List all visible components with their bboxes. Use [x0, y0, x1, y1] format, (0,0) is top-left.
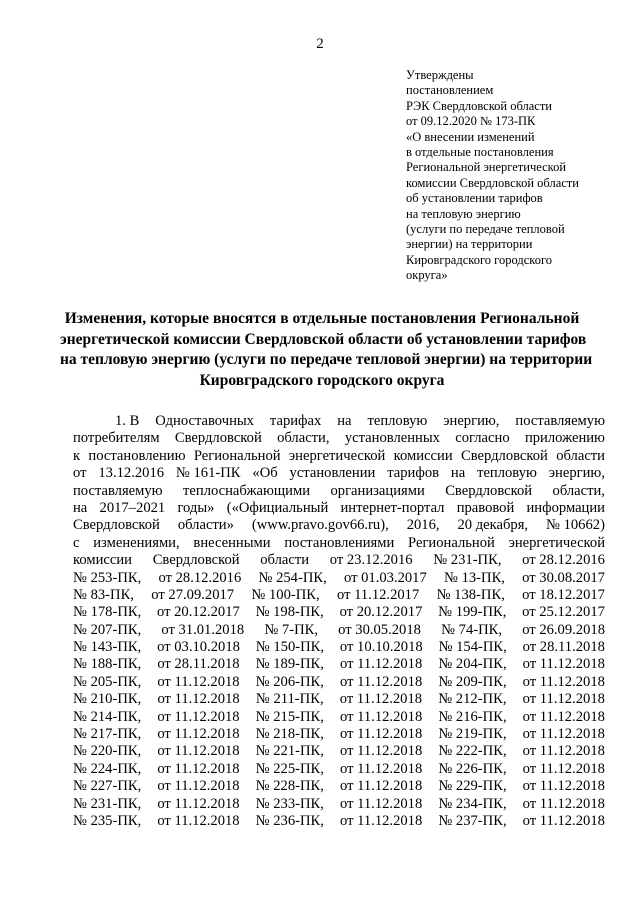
- title-line: Кировградского городского округа: [199, 371, 445, 389]
- paragraph-line: [73, 465, 605, 482]
- paragraph-word: от 28.11.2018: [157, 656, 240, 673]
- paragraph-word: Свердловской: [461, 447, 548, 464]
- paragraph-line: [73, 691, 605, 708]
- paragraph-word: от 11.12.2018: [340, 795, 423, 812]
- paragraph-word: № 215-ПК,: [255, 708, 324, 725]
- paragraph-word: от 11.12.2018: [340, 743, 423, 760]
- paragraph-word: организациями: [330, 482, 425, 499]
- approval-line: постановлением: [406, 83, 494, 98]
- paragraph-word: от 01.03.2017: [343, 569, 427, 586]
- paragraph-word: № 236-ПК,: [255, 812, 324, 829]
- paragraph-word: тарифах: [269, 413, 322, 429]
- paragraph-word: изменениями,: [93, 534, 180, 551]
- paragraph-word: («Официальный: [226, 499, 329, 516]
- paragraph-word: энергетической: [288, 447, 386, 464]
- paragraph-word: на: [450, 465, 466, 482]
- paragraph-word: № 210-ПК,: [73, 691, 142, 708]
- paragraph-word: № 100-ПК,: [251, 586, 320, 603]
- paragraph-word: от 28.12.2016: [522, 552, 605, 569]
- paragraph-word: Региональной: [408, 534, 495, 551]
- paragraph-word: к: [73, 447, 81, 464]
- paragraph-word: от 11.12.2018: [157, 726, 240, 743]
- paragraph-word: от: [73, 465, 87, 482]
- paragraph-word: № 143-ПК,: [73, 639, 142, 656]
- paragraph-word: № 161-ПК: [175, 465, 241, 482]
- paragraph-line: [73, 726, 605, 743]
- approval-line: Утверждены: [406, 68, 474, 82]
- paragraph-word: № 234-ПК,: [438, 795, 507, 812]
- paragraph-line: [73, 604, 605, 621]
- paragraph-word: № 198-ПК,: [255, 604, 324, 621]
- paragraph-word: от 11.12.2017: [337, 586, 420, 603]
- paragraph-word: интернет-портал: [340, 499, 445, 516]
- paragraph-word: № 231-ПК,: [73, 795, 142, 812]
- paragraph-word: № 207-ПК,: [73, 621, 142, 638]
- paragraph-word: 2017–2021: [99, 499, 166, 516]
- paragraph-word: комиссии: [73, 552, 132, 569]
- page-number: 2: [316, 36, 324, 52]
- paragraph-line: [73, 778, 605, 795]
- paragraph-word: № 150-ПК,: [255, 639, 325, 656]
- paragraph-word: № 10662): [546, 517, 605, 534]
- title-line: Изменения, которые вносятся в отдельные постановления Региональной: [64, 310, 580, 327]
- paragraph-word: области»: [177, 517, 234, 534]
- paragraph-word: от 11.12.2018: [340, 812, 423, 829]
- paragraph-word: согласно: [455, 430, 510, 447]
- paragraph-word: № 224-ПК,: [73, 760, 142, 777]
- approval-line: «О внесении изменений: [406, 129, 535, 144]
- paragraph-word: от 11.12.2018: [340, 778, 423, 795]
- paragraph-word: энергию,: [443, 413, 500, 429]
- paragraph-word: № 216-ПК,: [438, 708, 507, 725]
- paragraph-word: от 10.10.2018: [339, 639, 423, 656]
- paragraph-word: от 11.12.2018: [522, 812, 605, 829]
- paragraph-word: Свердловской: [445, 482, 533, 499]
- paragraph-word: потребителям: [73, 430, 160, 447]
- paragraph-word: от 11.12.2018: [340, 656, 423, 673]
- paragraph-word: от 11.12.2018: [157, 673, 240, 690]
- paragraph-word: от 28.12.2016: [158, 569, 242, 586]
- paragraph-word: № 74-ПК,: [441, 621, 503, 638]
- paragraph-line: [73, 500, 605, 517]
- paragraph-line: [73, 535, 605, 552]
- paragraph-word: 1. В: [115, 413, 140, 429]
- paragraph-line: [73, 570, 605, 587]
- paragraph-word: от 30.08.2017: [522, 569, 605, 586]
- paragraph-word: № 233-ПК,: [255, 795, 324, 812]
- paragraph-word: № 154-ПК,: [438, 639, 507, 656]
- approval-line: комиссии Свердловской области: [406, 175, 579, 190]
- paragraph-word: от 11.12.2018: [157, 778, 240, 795]
- paragraph-word: от 11.12.2018: [340, 708, 423, 725]
- paragraph-word: Одноставочных: [155, 413, 254, 429]
- paragraph-word: № 231-ПК,: [433, 552, 502, 569]
- paragraph-word: № 228-ПК,: [255, 778, 324, 795]
- paragraph-word: от 11.12.2018: [157, 691, 240, 708]
- paragraph-word: от 20.12.2017: [157, 604, 240, 621]
- approval-line: (услуги по передаче тепловой: [406, 222, 565, 237]
- paragraph-word: Региональной: [193, 447, 281, 464]
- paragraph-word: № 254-ПК,: [258, 569, 327, 586]
- paragraph-word: № 218-ПК,: [255, 726, 324, 743]
- paragraph-word: от 30.05.2018: [338, 621, 421, 638]
- paragraph-line: [73, 743, 605, 760]
- paragraph-word: правовой: [456, 499, 515, 516]
- paragraph-word: поставляемую: [73, 482, 163, 499]
- paragraph-word: «Об: [252, 465, 278, 482]
- approval-line: на тепловую энергию: [406, 206, 521, 221]
- paragraph-word: области: [260, 552, 310, 569]
- paragraph-line: [73, 413, 605, 430]
- paragraph-word: области,: [277, 430, 330, 447]
- paragraph-word: приложению: [524, 430, 605, 447]
- paragraph-word: № 189-ПК,: [255, 656, 324, 673]
- paragraph-word: от 11.12.2018: [522, 795, 605, 812]
- paragraph-word: № 237-ПК,: [438, 812, 507, 829]
- approval-line: РЭК Свердловской области: [406, 98, 552, 113]
- paragraph-word: № 199-ПК,: [438, 604, 507, 621]
- paragraph-line: [73, 639, 605, 656]
- paragraph-line: [73, 448, 605, 465]
- paragraph-word: постановлениями: [284, 534, 395, 551]
- paragraph-word: № 211-ПК,: [255, 691, 324, 708]
- body-paragraph: [73, 413, 605, 830]
- paragraph-word: тарифов: [387, 465, 440, 482]
- paragraph-word: от 20.12.2017: [339, 604, 423, 621]
- paragraph-line: [73, 552, 605, 569]
- paragraph-word: от 11.12.2018: [157, 812, 240, 829]
- paragraph-word: годы»: [177, 499, 215, 516]
- paragraph-word: области,: [552, 482, 605, 499]
- paragraph-word: от 11.12.2018: [157, 743, 240, 760]
- paragraph-word: от 03.10.2018: [157, 639, 240, 656]
- paragraph-word: от 11.12.2018: [522, 743, 605, 760]
- paragraph-word: № 209-ПК,: [438, 673, 507, 690]
- paragraph-word: энергетической: [508, 534, 605, 551]
- paragraph-line: [73, 709, 605, 726]
- paragraph-word: № 138-ПК,: [436, 586, 505, 603]
- paragraph-word: тепловую: [477, 465, 537, 482]
- paragraph-word: № 214-ПК,: [73, 708, 142, 725]
- paragraph-word: тепловую: [367, 413, 428, 429]
- paragraph-word: № 7-ПК,: [264, 621, 318, 638]
- paragraph-word: от 26.09.2018: [522, 621, 605, 638]
- paragraph-word: от 11.12.2018: [157, 795, 240, 812]
- paragraph-word: № 178-ПК,: [73, 604, 142, 621]
- paragraph-word: Свердловской: [73, 517, 160, 534]
- paragraph-word: от 25.12.2017: [522, 604, 605, 621]
- paragraph-word: № 235-ПК,: [73, 812, 142, 829]
- paragraph-word: теплоснабжающими: [183, 482, 311, 499]
- paragraph-word: от 11.12.2018: [157, 760, 240, 777]
- paragraph-word: № 221-ПК,: [255, 743, 324, 760]
- paragraph-word: № 253-ПК,: [73, 569, 142, 586]
- paragraph-word: № 227-ПК,: [73, 778, 142, 795]
- title-line: на тепловую энергию (услуги по передаче тепловой энергии) на территории: [60, 351, 593, 368]
- paragraph-word: с: [73, 534, 80, 551]
- approval-line: от 09.12.2020 № 173-ПК: [406, 114, 536, 129]
- paragraph-word: № 205-ПК,: [73, 673, 142, 690]
- paragraph-word: комиссии: [393, 447, 453, 464]
- paragraph-word: от 11.12.2018: [340, 726, 423, 743]
- paragraph-word: № 219-ПК,: [438, 726, 507, 743]
- paragraph-word: от 11.12.2018: [522, 760, 605, 777]
- paragraph-word: 13.12.2016: [98, 465, 165, 482]
- paragraph-word: от 23.12.2016: [329, 552, 413, 569]
- paragraph-word: № 204-ПК,: [438, 656, 507, 673]
- paragraph-word: № 222-ПК,: [438, 743, 507, 760]
- paragraph-line: [73, 674, 605, 691]
- approval-line: Кировградского городского: [406, 252, 553, 267]
- title-line: энергетической комиссии Свердловской области об установлении тарифов: [60, 330, 587, 348]
- paragraph-word: № 220-ПК,: [73, 743, 142, 760]
- paragraph-word: от 11.12.2018: [339, 691, 423, 708]
- paragraph-word: от 11.12.2018: [522, 673, 605, 690]
- paragraph-word: № 212-ПК,: [438, 691, 507, 708]
- paragraph-word: от 11.12.2018: [522, 778, 605, 795]
- paragraph-line: [73, 796, 605, 813]
- paragraph-word: № 229-ПК,: [438, 778, 507, 795]
- paragraph-word: от 31.01.2018: [161, 621, 245, 638]
- approval-line: об установлении тарифов: [406, 191, 543, 206]
- paragraph-word: 20 декабря,: [457, 517, 529, 534]
- paragraph-line: [73, 656, 605, 673]
- paragraph-line: [73, 517, 605, 534]
- paragraph-word: № 217-ПК,: [73, 726, 142, 743]
- paragraph-word: от 11.12.2018: [522, 691, 605, 708]
- paragraph-line: [73, 430, 605, 447]
- paragraph-word: постановлению: [88, 447, 186, 464]
- paragraph-word: от 11.12.2018: [522, 726, 605, 743]
- paragraph-word: от 11.12.2018: [522, 708, 605, 725]
- paragraph-word: № 13-ПК,: [444, 569, 505, 586]
- approval-line: в отдельные постановления: [406, 145, 554, 160]
- paragraph-word: № 188-ПК,: [73, 656, 142, 673]
- paragraph-word: (www.pravo.gov66.ru),: [251, 517, 389, 534]
- paragraph-word: от 11.12.2018: [340, 673, 423, 690]
- approval-line: округа»: [406, 268, 448, 283]
- paragraph-word: от 27.09.2017: [151, 586, 235, 603]
- paragraph-word: на: [73, 499, 88, 516]
- paragraph-line: [73, 483, 605, 500]
- paragraph-word: № 83-ПК,: [73, 586, 134, 603]
- approval-line: Региональной энергетической: [406, 160, 567, 175]
- paragraph-word: № 226-ПК,: [438, 760, 507, 777]
- paragraph-word: установленных: [344, 430, 440, 447]
- paragraph-word: области: [556, 447, 605, 464]
- paragraph-word: установлении: [289, 465, 376, 482]
- approval-block: [406, 68, 626, 284]
- paragraph-word: поставляемую: [515, 413, 605, 429]
- paragraph-line: [73, 622, 605, 639]
- paragraph-line: [73, 761, 605, 778]
- paragraph-word: на: [337, 413, 352, 429]
- document-title: [60, 309, 593, 391]
- paragraph-word: от 11.12.2018: [522, 656, 605, 673]
- paragraph-word: 2016,: [406, 517, 440, 534]
- paragraph-line: [73, 587, 605, 604]
- paragraph-word: энергию,: [548, 465, 605, 482]
- paragraph-word: № 206-ПК,: [255, 673, 324, 690]
- paragraph-word: от 28.11.2018: [522, 639, 605, 656]
- paragraph-word: внесенными: [193, 534, 271, 551]
- paragraph-word: информации: [526, 499, 605, 516]
- paragraph-word: от 11.12.2018: [340, 760, 423, 777]
- approval-line: энергии) на территории: [406, 237, 533, 252]
- paragraph-word: от 18.12.2017: [522, 586, 605, 603]
- paragraph-line: [73, 813, 605, 830]
- paragraph-word: Свердловской: [152, 552, 240, 569]
- paragraph-word: от 11.12.2018: [157, 708, 240, 725]
- paragraph-word: № 225-ПК,: [255, 760, 324, 777]
- paragraph-word: Свердловской: [174, 430, 262, 447]
